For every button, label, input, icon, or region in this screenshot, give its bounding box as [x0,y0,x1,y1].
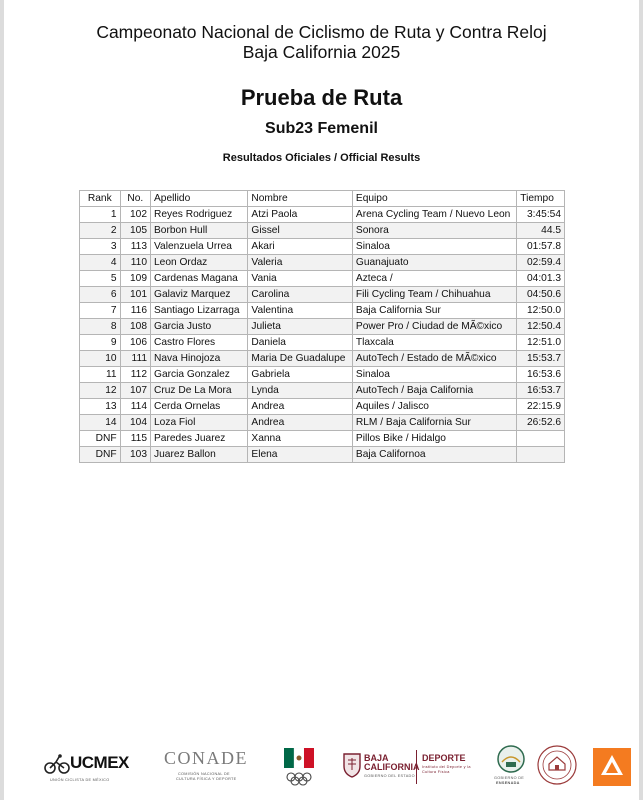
seal-icon [536,744,578,786]
results-page [4,0,639,800]
cell-tiempo: 04:50.6 [517,287,565,303]
event-title: Prueba de Ruta [240,85,403,110]
cell-apellido: Valenzuela Urrea [151,239,248,255]
cell-tiempo: 12:51.0 [517,335,565,351]
mexico-flag-icon [282,748,318,790]
cell-no: 108 [120,319,150,335]
cell-apellido: Galaviz Marquez [151,287,248,303]
cell-no: 115 [120,431,150,447]
cell-apellido: Cardenas Magana [151,271,248,287]
cell-no: 109 [120,271,150,287]
cell-tiempo [517,447,565,463]
cell-nombre: Gissel [248,223,353,239]
cell-tiempo: 04:01.3 [517,271,565,287]
triangle-mark-icon [593,748,631,786]
cell-no: 111 [120,351,150,367]
cell-equipo: Arena Cycling Team / Nuevo Leon [352,207,516,223]
cell-equipo: Baja California Sur [352,303,516,319]
cell-nombre: Valentina [248,303,353,319]
results-table [79,190,565,463]
cell-no: 101 [120,287,150,303]
municipal-seal-logo [536,744,578,786]
cell-rank: 2 [80,223,121,239]
cell-apellido: Nava Hinojoza [151,351,248,367]
cell-rank: DNF [80,431,121,447]
ensenada-subtitle-2: ENSENADA [496,781,520,785]
conade-subtitle-2: CULTURA FÍSICA Y DEPORTE [176,777,237,781]
cell-tiempo: 26:52.6 [517,415,565,431]
table-header-row [80,191,565,207]
cell-rank: 5 [80,271,121,287]
results-subtitle: Resultados Oficiales / Official Results [222,152,421,164]
cell-no: 114 [120,399,150,415]
cell-equipo: Power Pro / Ciudad de MÃ©xico [352,319,516,335]
cell-equipo: Sinaloa [352,239,516,255]
table-row [80,239,565,255]
cell-apellido: Paredes Juarez [151,431,248,447]
cell-nombre: Elena [248,447,353,463]
conade-logo [164,748,264,786]
cell-no: 110 [120,255,150,271]
cell-equipo: Fili Cycling Team / Chihuahua [352,287,516,303]
cell-apellido: Borbon Hull [151,223,248,239]
cell-tiempo: 02:59.4 [517,255,565,271]
cell-no: 107 [120,383,150,399]
cell-nombre: Xanna [248,431,353,447]
cell-tiempo [517,431,565,447]
cell-no: 112 [120,367,150,383]
cell-apellido: Castro Flores [151,335,248,351]
cell-apellido: Loza Fiol [151,415,248,431]
table-row [80,319,565,335]
sponsor-logos [4,740,639,790]
table-row [80,399,565,415]
cell-tiempo: 44.5 [517,223,565,239]
col-tiempo: Tiempo [517,191,565,207]
cell-rank: 10 [80,351,121,367]
cell-nombre: Maria De Guadalupe [248,351,353,367]
col-apellido: Apellido [151,191,248,207]
table-row [80,351,565,367]
cell-nombre: Carolina [248,287,353,303]
cell-no: 102 [120,207,150,223]
table-row [80,335,565,351]
cell-apellido: Santiago Lizarraga [151,303,248,319]
cell-equipo: Pillos Bike / Hidalgo [352,431,516,447]
cell-rank: 14 [80,415,121,431]
cell-nombre: Daniela [248,335,353,351]
cell-equipo: AutoTech / Baja California [352,383,516,399]
cell-nombre: Vania [248,271,353,287]
cell-tiempo: 22:15.9 [517,399,565,415]
cell-rank: 11 [80,367,121,383]
mexico-olympic-logo [282,748,320,790]
cell-equipo: Sonora [352,223,516,239]
cell-no: 113 [120,239,150,255]
cell-rank: 7 [80,303,121,319]
cell-nombre: Julieta [248,319,353,335]
cell-tiempo: 15:53.7 [517,351,565,367]
cell-nombre: Valeria [248,255,353,271]
cell-no: 105 [120,223,150,239]
col-nombre: Nombre [248,191,353,207]
bc-wordmark-1: BAJA [364,753,389,763]
cell-apellido: Reyes Rodriguez [151,207,248,223]
championship-title: Campeonato Nacional de Ciclismo de Ruta y Contra Reloj [96,22,547,42]
cell-equipo: Aquiles / Jalisco [352,399,516,415]
cell-nombre: Lynda [248,383,353,399]
table-row [80,287,565,303]
table-row [80,255,565,271]
cell-equipo: Azteca / [352,271,516,287]
col-rank: Rank [80,191,121,207]
cell-tiempo: 12:50.0 [517,303,565,319]
baja-california-logo [342,750,420,784]
cell-equipo: Guanajuato [352,255,516,271]
shield-icon [342,752,362,778]
cell-equipo: RLM / Baja California Sur [352,415,516,431]
cell-equipo: Baja Californoa [352,447,516,463]
cell-rank: 9 [80,335,121,351]
cell-nombre: Andrea [248,399,353,415]
ucmex-wordmark: UCMEX [70,753,129,772]
cyclist-icon [44,754,70,774]
cell-tiempo: 16:53.7 [517,383,565,399]
cell-equipo: Tlaxcala [352,335,516,351]
cell-apellido: Leon Ordaz [151,255,248,271]
cell-no: 106 [120,335,150,351]
cell-apellido: Juarez Ballon [151,447,248,463]
deporte-logo [416,750,489,784]
deporte-subtitle-2: Cultura Física [422,770,450,774]
cell-rank: 6 [80,287,121,303]
cell-rank: 3 [80,239,121,255]
cell-apellido: Cruz De La Mora [151,383,248,399]
ensenada-subtitle-1: GOBIERNO DE [494,776,525,780]
cell-apellido: Garcia Justo [151,319,248,335]
cell-nombre: Akari [248,239,353,255]
cell-rank: 8 [80,319,121,335]
cell-rank: 1 [80,207,121,223]
table-row [80,223,565,239]
cell-tiempo: 01:57.8 [517,239,565,255]
cell-tiempo: 12:50.4 [517,319,565,335]
cell-tiempo: 16:53.6 [517,367,565,383]
deporte-subtitle-1: Instituto del Deporte y la [422,765,471,769]
table-row [80,303,565,319]
championship-location: Baja California 2025 [242,42,401,62]
table-row [80,271,565,287]
table-row [80,415,565,431]
ucmex-logo [44,750,144,786]
cell-nombre: Gabriela [248,367,353,383]
cell-equipo: AutoTech / Estado de MÃ©xico [352,351,516,367]
cell-tiempo: 3:45:54 [517,207,565,223]
cell-rank: 12 [80,383,121,399]
ucmex-subtitle: UNIÓN CICLISTA DE MÉXICO [50,778,110,782]
category-title: Sub23 Femenil [265,120,378,137]
deporte-wordmark: DEPORTE [422,753,466,763]
cell-apellido: Garcia Gonzalez [151,367,248,383]
conade-wordmark: CONADE [164,748,248,768]
cell-nombre: Atzi Paola [248,207,353,223]
col-equipo: Equipo [352,191,516,207]
table-row [80,207,565,223]
cell-nombre: Andrea [248,415,353,431]
col-number: No. [120,191,150,207]
orange-brand-logo [593,748,631,786]
cell-rank: DNF [80,447,121,463]
cell-rank: 13 [80,399,121,415]
cell-no: 104 [120,415,150,431]
bc-subtitle: GOBIERNO DEL ESTADO [364,774,415,778]
table-row [80,383,565,399]
bc-wordmark-2: CALIFORNIA [364,762,420,772]
ensenada-logo [494,744,528,790]
cell-apellido: Cerda Ornelas [151,399,248,415]
conade-subtitle-1: COMISIÓN NACIONAL DE [178,772,230,776]
cell-no: 103 [120,447,150,463]
cell-no: 116 [120,303,150,319]
cell-equipo: Sinaloa [352,367,516,383]
cell-rank: 4 [80,255,121,271]
ensenada-crest-icon [496,744,526,774]
table-row [80,367,565,383]
table-row [80,431,565,447]
table-row [80,447,565,463]
